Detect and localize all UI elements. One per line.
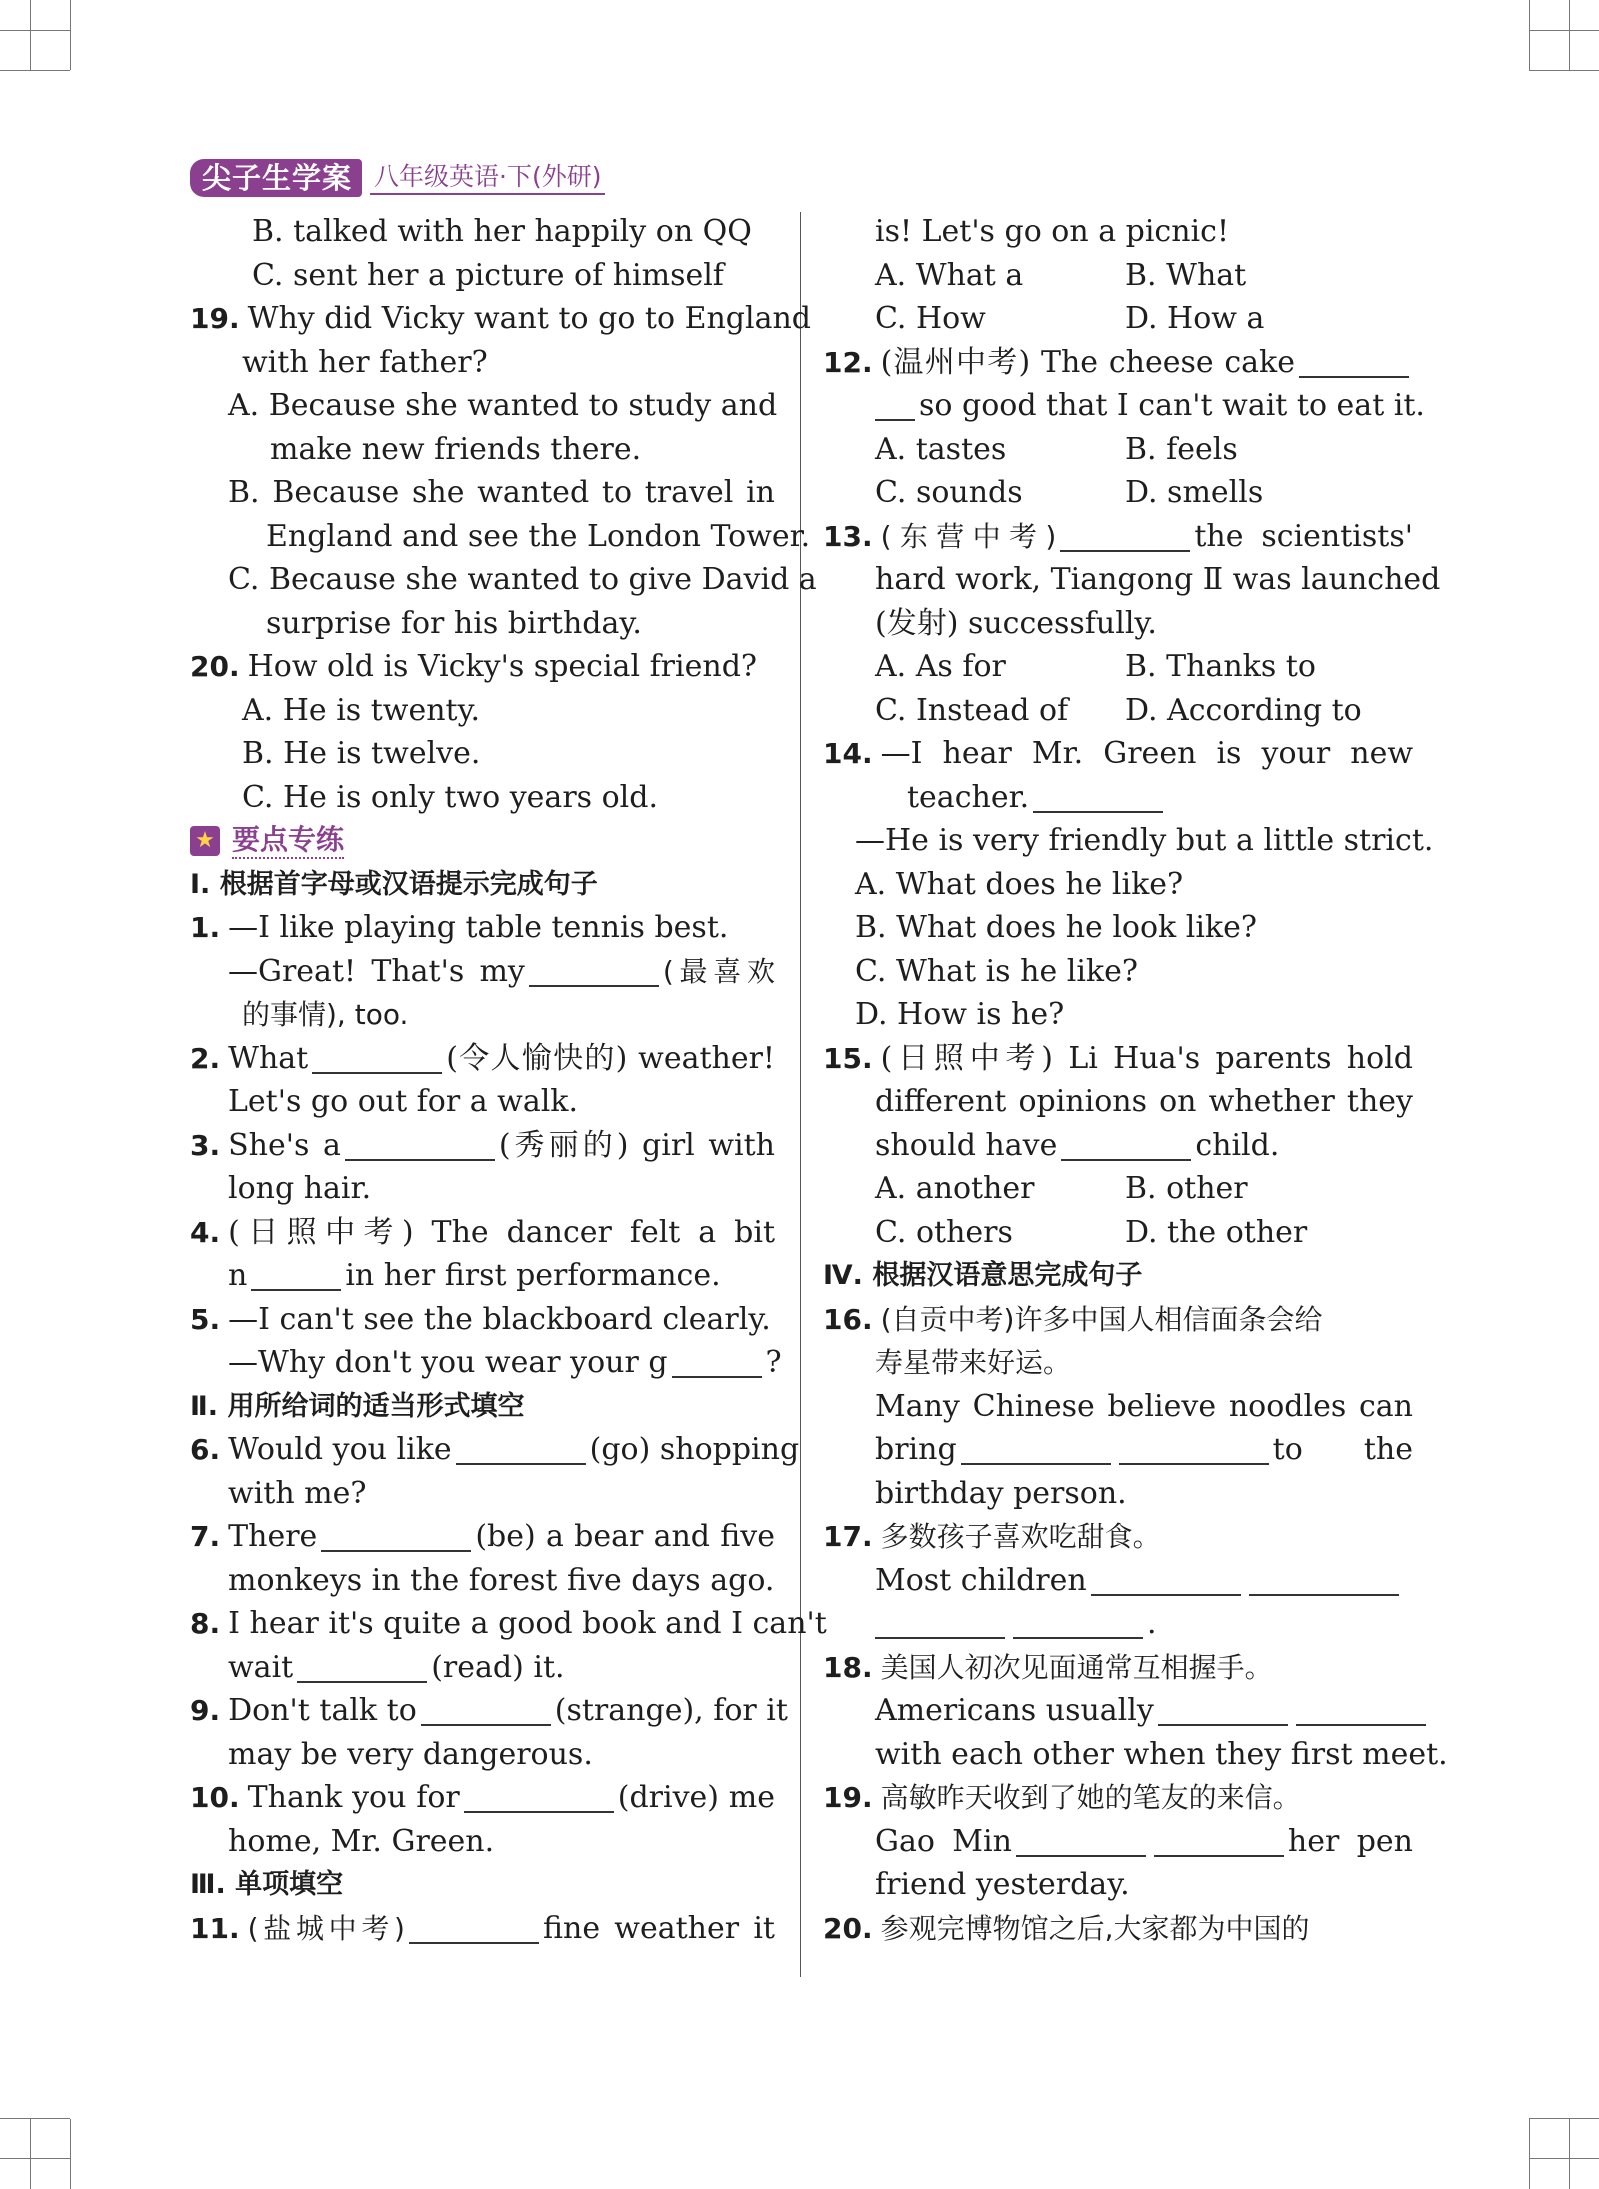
question-20 — [823, 1907, 1413, 1951]
option-a: A. another — [875, 1171, 1035, 1206]
question-number: 18. — [823, 1650, 873, 1684]
question-text: What — [228, 1040, 309, 1076]
question-text: 多数孩子喜欢吃甜食。 — [880, 1520, 1161, 1553]
question-text: is! Let's go on a picnic! — [875, 214, 1230, 249]
question-text: —I like playing table tennis best. — [228, 910, 729, 945]
question-text: birthday person. — [875, 1475, 1127, 1511]
answer-blank[interactable] — [1016, 1825, 1146, 1857]
crop-mark — [70, 0, 71, 70]
crop-mark — [1569, 0, 1570, 70]
question-number: 17. — [823, 1520, 873, 1553]
crop-mark — [1529, 30, 1599, 31]
question-text: (日照中考) The dancer felt a bit — [228, 1214, 775, 1250]
question-text: the scientists' — [1194, 518, 1413, 554]
answer-blank[interactable] — [409, 1912, 539, 1944]
option-b: B. other — [1125, 1171, 1248, 1206]
answer-blank[interactable] — [1013, 1607, 1143, 1639]
option-b: B. Thanks to — [1125, 649, 1316, 684]
question-12 — [823, 341, 1413, 385]
question-text: —Great! That's my — [228, 953, 525, 989]
page-header — [190, 158, 605, 198]
question-text: 参观完博物馆之后,大家都为中国的 — [880, 1911, 1310, 1945]
question-13 — [823, 515, 1413, 559]
source-tag: (盐城中考) — [247, 1911, 405, 1945]
question-text: (自贡中考)许多中国人相信面条会给 — [880, 1302, 1323, 1336]
question-text: hard work, Tiangong Ⅱ was launched — [875, 562, 1441, 597]
question-number: 9. — [190, 1694, 221, 1727]
question-16 — [823, 1298, 1413, 1342]
question-text: with me? — [228, 1475, 367, 1511]
question-text: Most children — [875, 1562, 1087, 1598]
option-a: A. What does he like? — [855, 866, 1184, 902]
question-text: her pen — [1287, 1823, 1413, 1859]
question-text: 寿星带来好运。 — [875, 1346, 1072, 1379]
question-8 — [190, 1602, 827, 1646]
option-row — [823, 1211, 1413, 1255]
option-row — [823, 645, 1413, 689]
option-c: C. Instead of — [875, 692, 1069, 728]
answer-blank[interactable] — [456, 1433, 586, 1465]
crop-mark — [30, 0, 31, 70]
question-text: friend yesterday. — [875, 1867, 1130, 1902]
question-text: There — [228, 1519, 318, 1554]
answer-blank[interactable] — [464, 1781, 614, 1813]
crop-mark — [30, 2119, 31, 2189]
option-line: A. Because she wanted to study and — [228, 388, 778, 423]
crop-mark — [0, 70, 70, 71]
book-title: 八年级英语·下(外研) — [370, 161, 605, 195]
option-d: D. the other — [1125, 1214, 1308, 1250]
option-b: B. What — [1125, 257, 1247, 293]
question-text: with her father? — [242, 344, 488, 380]
question-number: 3. — [190, 1128, 221, 1162]
option-b: B. What does he look like? — [855, 910, 1257, 945]
question-text: (drive) me — [617, 1780, 775, 1815]
question-text: Americans usually — [875, 1693, 1154, 1728]
question-line — [190, 1646, 775, 1690]
question-19 — [190, 297, 812, 341]
option-d: D. According to — [1125, 692, 1362, 728]
question-text: Would you like — [228, 1432, 452, 1467]
option-line: C. Because she wanted to give David a — [228, 562, 817, 597]
question-text: How old is Vicky's special friend? — [247, 649, 757, 684]
answer-blank[interactable] — [875, 1607, 1005, 1639]
question-9 — [190, 1689, 788, 1733]
question-text: wait — [228, 1649, 294, 1685]
left-column — [190, 210, 827, 1950]
option-d: D. smells — [1125, 475, 1264, 510]
option-a: A. What a — [875, 257, 1024, 293]
question-text: home, Mr. Green. — [228, 1823, 495, 1859]
question-text: ? — [765, 1345, 782, 1380]
question-line — [823, 384, 1425, 428]
question-line — [823, 1428, 1413, 1472]
hint-text: (最喜欢 — [662, 954, 775, 988]
answer-blank[interactable] — [1061, 1129, 1191, 1161]
question-text: (be) a bear and five — [475, 1519, 775, 1554]
crop-mark — [0, 2118, 70, 2119]
question-number: 7. — [190, 1520, 221, 1553]
question-text: (日照中考) Li Hua's parents hold — [880, 1040, 1413, 1076]
source-tag: (东营中考) — [880, 519, 1057, 553]
crop-mark — [1569, 2119, 1570, 2189]
question-number: 6. — [190, 1433, 221, 1466]
question-6 — [190, 1428, 800, 1472]
answer-blank[interactable] — [961, 1433, 1111, 1465]
option-row — [823, 428, 1413, 472]
question-text: child. — [1195, 1127, 1280, 1163]
question-text: n — [228, 1258, 248, 1293]
option-line: make new friends there. — [270, 431, 642, 467]
question-number: 14. — [823, 737, 873, 770]
answer-blank[interactable] — [1060, 520, 1190, 552]
question-text: (发射) successfully. — [875, 605, 1157, 641]
hint-text: 的事情), too. — [242, 998, 409, 1031]
answer-blank[interactable] — [421, 1694, 551, 1726]
question-number: 19. — [190, 302, 240, 335]
question-line — [823, 776, 1413, 820]
question-text: Why did Vicky want to go to England — [247, 301, 812, 336]
option-b: B. feels — [1125, 431, 1238, 467]
answer-blank[interactable] — [875, 389, 915, 421]
option-a: A. As for — [875, 649, 1006, 684]
right-column — [823, 210, 1448, 1950]
question-5 — [190, 1298, 775, 1342]
option-c: C. What is he like? — [855, 953, 1138, 989]
answer-blank[interactable] — [1158, 1694, 1288, 1726]
question-line — [823, 1689, 1413, 1733]
question-text: different opinions on whether they — [875, 1084, 1413, 1119]
question-text: —Why don't you wear your g — [228, 1345, 668, 1380]
question-number: 19. — [823, 1781, 873, 1814]
question-2 — [190, 1037, 775, 1081]
question-text: —He is very friendly but a little strict. — [855, 823, 1434, 858]
option-line: England and see the London Tower. — [266, 518, 811, 554]
question-text: (go) shopping — [589, 1432, 800, 1467]
option-line: C. sent her a picture of himself — [252, 257, 724, 293]
answer-blank[interactable] — [1296, 1694, 1426, 1726]
option-row — [823, 689, 1413, 733]
answer-blank[interactable] — [1154, 1825, 1284, 1857]
question-text: Thank you for — [247, 1780, 460, 1815]
question-number: 2. — [190, 1041, 221, 1075]
question-number: 16. — [823, 1302, 873, 1336]
option-d: D. How a — [1125, 301, 1265, 336]
question-7 — [190, 1515, 775, 1559]
question-text: Don't talk to — [228, 1693, 417, 1728]
question-text: —I hear Mr. Green is your new — [880, 736, 1413, 771]
question-number: 10. — [190, 1781, 240, 1814]
question-text: long hair. — [228, 1171, 372, 1206]
question-text — [190, 993, 775, 1037]
option-line: B. He is twelve. — [242, 736, 481, 771]
question-text: to the — [1272, 1432, 1413, 1467]
question-text: monkeys in the forest five days ago. — [228, 1562, 775, 1598]
question-text: (温州中考) The cheese cake — [880, 344, 1295, 380]
option-c: C. sounds — [875, 475, 1023, 510]
option-row — [823, 254, 1413, 298]
star-icon: ★ — [190, 826, 220, 856]
answer-blank[interactable] — [1033, 781, 1163, 813]
question-number: 8. — [190, 1607, 221, 1640]
question-number: 13. — [823, 519, 873, 553]
question-text: (令人愉快的) weather! — [446, 1040, 775, 1076]
question-14 — [823, 732, 1413, 776]
question-number: 15. — [823, 1041, 873, 1075]
answer-blank[interactable] — [1119, 1433, 1269, 1465]
section-heading: Ⅰ. 根据首字母或汉语提示完成句子 — [190, 868, 598, 900]
question-1 — [190, 906, 775, 950]
question-text: Many Chinese believe noodles can — [875, 1388, 1413, 1424]
question-19 — [823, 1776, 1413, 1820]
option-line: surprise for his birthday. — [266, 605, 642, 641]
option-line: B. Because she wanted to travel in — [228, 475, 775, 510]
question-line — [823, 1124, 1413, 1168]
question-17 — [823, 1515, 1413, 1559]
crop-mark — [1529, 70, 1599, 71]
question-number: 20. — [190, 650, 240, 683]
option-a: A. tastes — [875, 431, 1007, 467]
question-text: I hear it's quite a good book and I can't — [228, 1606, 827, 1641]
question-text: (秀丽的) girl with — [498, 1127, 775, 1163]
question-text: bring — [875, 1432, 957, 1467]
question-text: She's a — [228, 1127, 341, 1163]
crop-mark — [1529, 2119, 1530, 2189]
question-line — [190, 950, 775, 994]
option-c: C. How — [875, 301, 986, 336]
question-number: 20. — [823, 1911, 873, 1945]
question-text: 高敏昨天收到了她的笔友的来信。 — [880, 1781, 1301, 1814]
question-text: (read) it. — [431, 1649, 565, 1685]
section-heading: Ⅱ. 用所给词的适当形式填空 — [190, 1390, 525, 1422]
question-text: 美国人初次见面通常互相握手。 — [880, 1650, 1273, 1684]
question-number: 1. — [190, 911, 221, 944]
answer-blank[interactable] — [321, 1520, 471, 1552]
crop-mark — [0, 30, 70, 31]
answer-blank[interactable] — [672, 1346, 762, 1378]
column-divider — [800, 212, 801, 1977]
question-line — [823, 1820, 1413, 1864]
question-number: 4. — [190, 1215, 221, 1249]
question-text: Let's go out for a walk. — [228, 1084, 579, 1119]
question-text: Gao Min — [875, 1823, 1012, 1859]
question-3 — [190, 1124, 775, 1168]
question-text: may be very dangerous. — [228, 1736, 593, 1772]
answer-blank[interactable] — [297, 1651, 427, 1683]
topic-label: 要点专练 — [232, 823, 344, 859]
question-number: 11. — [190, 1911, 240, 1945]
question-11 — [190, 1907, 775, 1951]
brand-badge: 尖子生学案 — [190, 159, 362, 197]
question-text: fine weather it — [542, 1910, 775, 1946]
section-heading: Ⅲ. 单项填空 — [190, 1869, 344, 1900]
question-text: in her first performance. — [345, 1258, 721, 1293]
crop-mark — [70, 2119, 71, 2189]
answer-blank[interactable] — [1249, 1564, 1399, 1596]
question-text: with each other when they first meet. — [875, 1736, 1448, 1772]
question-line — [823, 1602, 1413, 1646]
question-text: teacher. — [907, 779, 1030, 815]
question-text: —I can't see the blackboard clearly. — [228, 1301, 771, 1337]
question-text: should have — [875, 1127, 1058, 1163]
question-number: 12. — [823, 345, 873, 379]
option-d: D. How is he? — [855, 997, 1065, 1032]
crop-mark — [1529, 2158, 1599, 2159]
question-15 — [823, 1037, 1413, 1081]
answer-blank[interactable] — [1299, 346, 1409, 378]
crop-mark — [1529, 2118, 1599, 2119]
answer-blank[interactable] — [251, 1259, 341, 1291]
question-text: (strange), for it — [554, 1693, 788, 1728]
question-line — [823, 1559, 1413, 1603]
question-18 — [823, 1646, 1413, 1690]
answer-blank[interactable] — [345, 1129, 495, 1161]
section-heading: Ⅳ. 根据汉语意思完成句子 — [823, 1260, 1143, 1291]
answer-blank[interactable] — [1091, 1564, 1241, 1596]
question-line — [190, 1254, 775, 1298]
question-line — [190, 1341, 782, 1385]
option-line: C. He is only two years old. — [242, 779, 658, 815]
question-10 — [190, 1776, 775, 1820]
crop-mark — [1529, 0, 1530, 70]
option-c: C. others — [875, 1214, 1013, 1250]
question-20 — [190, 645, 775, 689]
option-line: B. talked with her happily on QQ — [252, 214, 752, 249]
topic-heading — [190, 819, 775, 863]
option-row — [823, 297, 1413, 341]
question-text: so good that I can't wait to eat it. — [919, 388, 1425, 423]
question-number: 5. — [190, 1302, 221, 1336]
answer-blank[interactable] — [312, 1042, 442, 1074]
option-line: A. He is twenty. — [242, 692, 481, 728]
answer-blank[interactable] — [529, 955, 659, 987]
question-text: . — [1147, 1606, 1157, 1641]
question-4 — [190, 1211, 775, 1255]
crop-mark — [0, 2158, 70, 2159]
option-row — [823, 471, 1413, 515]
option-row — [823, 1167, 1413, 1211]
